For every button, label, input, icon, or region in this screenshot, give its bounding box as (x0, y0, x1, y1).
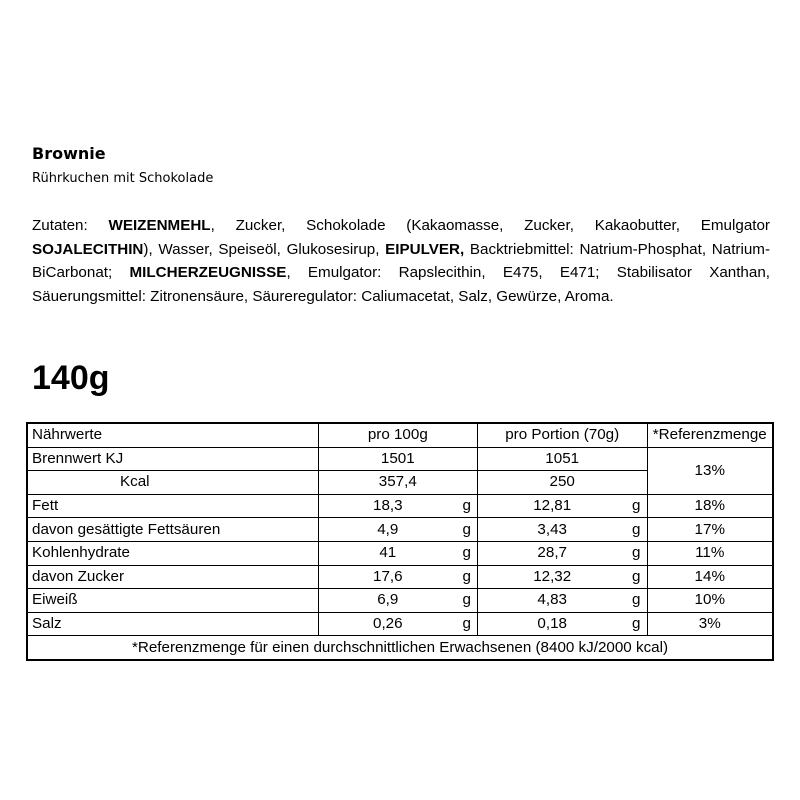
nutrient-ref: 10% (647, 589, 773, 613)
nutrient-name: davon gesättigte Fettsäuren (27, 518, 318, 542)
unit: g (632, 544, 641, 562)
nutrient-per100 (318, 541, 477, 565)
nutrient-ref: 18% (647, 494, 773, 518)
unit: g (632, 567, 641, 585)
table-row (27, 589, 773, 613)
ingredient-part: SOJALECITHIN (32, 240, 144, 258)
nutrient-name: Kohlenhydrate (27, 541, 318, 565)
net-weight: 140g (32, 359, 110, 397)
value: 3,43 (537, 520, 567, 538)
nutrient-portion (477, 612, 647, 636)
ingredient-part: Backtriebmittel: Natrium-Phosphat, Natrium-BiCarbonat; (32, 240, 770, 281)
nutrient-name: Eiweiß (27, 589, 318, 613)
ingredient-part: , Zucker, Schokolade (Kakaomasse, Zucker, Kakaobutter, Emulgator (210, 217, 770, 234)
table-row (27, 565, 773, 589)
header-per100: pro 100g (318, 423, 477, 447)
energy-kj-per100: 1501 (318, 447, 477, 471)
value: 0,18 (537, 615, 567, 633)
energy-kj-portion: 1051 (477, 447, 647, 471)
table-header-row (27, 423, 773, 447)
footnote: *Referenzmenge für einen durchschnittlichen Erwachsenen (8400 kJ/2000 kcal) (27, 636, 773, 660)
energy-kj-label: Brennwert KJ (27, 447, 318, 471)
unit: g (462, 497, 471, 515)
table-row (27, 447, 773, 471)
value: 4,83 (537, 591, 567, 609)
value: 28,7 (537, 544, 567, 562)
unit: g (632, 497, 641, 515)
ingredient-part: WEIZENMEHL (108, 217, 211, 234)
nutrient-portion (477, 541, 647, 565)
unit: g (632, 615, 641, 633)
energy-kcal-portion: 250 (477, 471, 647, 495)
nutrient-portion (477, 565, 647, 589)
nutrient-portion (477, 518, 647, 542)
table-row (27, 518, 773, 542)
nutrient-name: davon Zucker (27, 565, 318, 589)
value: 41 (379, 544, 397, 562)
value: 6,9 (377, 591, 399, 609)
nutrient-ref: 17% (647, 518, 773, 542)
nutrient-name: Fett (27, 494, 318, 518)
nutrient-per100 (318, 518, 477, 542)
header-name: Nährwerte (27, 423, 318, 447)
table-row (27, 612, 773, 636)
ingredient-part: EIPULVER, (385, 240, 465, 258)
energy-ref: 13% (647, 447, 773, 494)
product-title: Brownie (32, 144, 106, 163)
nutrient-ref: 11% (647, 541, 773, 565)
nutrient-per100 (318, 589, 477, 613)
unit: g (462, 591, 471, 609)
nutrient-per100 (318, 494, 477, 518)
unit: g (462, 615, 471, 633)
value: 18,3 (373, 497, 403, 515)
ingredient-part: , Emulgator: Rapslecithin, E475, E471; Stabilisator Xanthan, Säuerungsmittel: Zitronensäure, Säureregulator: Caliumacetat, Salz, Gewürze, Aroma. (32, 264, 770, 305)
nutrient-ref: 3% (647, 612, 773, 636)
unit: g (462, 567, 471, 585)
table-row (27, 494, 773, 518)
ingredient-part: ), Wasser, Speiseöl, Glukosesirup, (143, 240, 386, 258)
unit: g (632, 520, 641, 538)
nutrient-portion (477, 494, 647, 518)
value: 12,32 (533, 567, 572, 585)
ingredients-label: Zutaten: (32, 217, 109, 234)
nutrient-name: Salz (27, 612, 318, 636)
product-subtitle: Rührkuchen mit Schokolade (32, 171, 214, 186)
nutrient-per100 (318, 612, 477, 636)
unit: g (462, 520, 471, 538)
energy-kcal-per100: 357,4 (318, 471, 477, 495)
nutrient-ref: 14% (647, 565, 773, 589)
unit: g (462, 544, 471, 562)
ingredients-text (32, 214, 770, 308)
unit: g (632, 591, 641, 609)
energy-kcal-label: Kcal (27, 471, 318, 495)
nutrition-table (26, 422, 774, 661)
nutrient-portion (477, 589, 647, 613)
value: 0,26 (373, 615, 403, 633)
footnote-row (27, 636, 773, 660)
header-portion: pro Portion (70g) (477, 423, 647, 447)
ingredient-part: MILCHERZEUGNISSE (129, 264, 287, 281)
table-row (27, 541, 773, 565)
value: 12,81 (533, 497, 572, 515)
value: 4,9 (377, 520, 399, 538)
value: 17,6 (373, 567, 403, 585)
nutrient-per100 (318, 565, 477, 589)
header-ref: *Referenzmenge (647, 423, 773, 447)
